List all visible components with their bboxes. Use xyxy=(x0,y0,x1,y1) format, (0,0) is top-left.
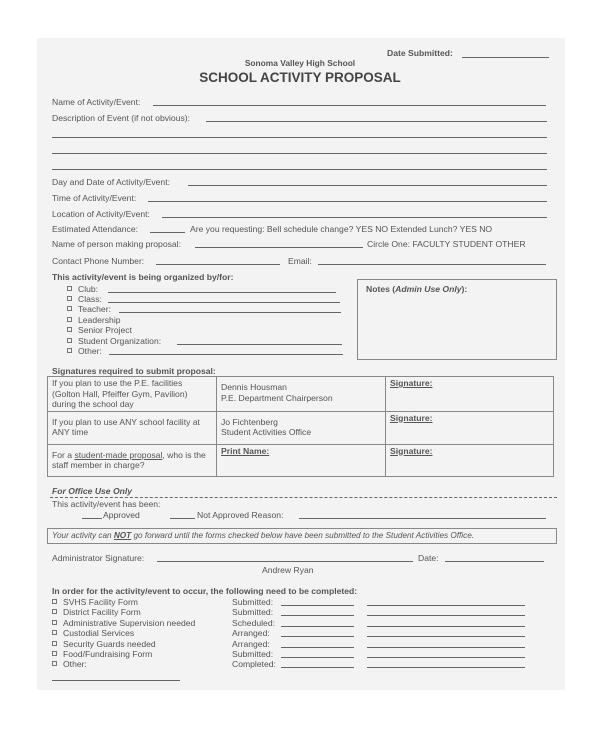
option-label: Class: xyxy=(78,294,102,304)
status-notes-field[interactable] xyxy=(367,667,525,668)
email-field[interactable] xyxy=(318,264,546,265)
admin-signature-label: Administrator Signature: xyxy=(52,553,145,563)
table-row xyxy=(48,377,554,412)
office-use-heading: For Office Use Only xyxy=(52,486,133,496)
description-line[interactable] xyxy=(52,137,547,138)
notes-box[interactable] xyxy=(357,279,557,360)
checkbox[interactable] xyxy=(67,306,72,311)
location-label: Location of Activity/Event: xyxy=(52,209,150,219)
requirement-label: SVHS Facility Form xyxy=(63,597,138,607)
page-title: SCHOOL ACTIVITY PROPOSAL xyxy=(199,70,401,85)
signatures-table xyxy=(47,376,554,477)
checkbox[interactable] xyxy=(67,327,72,332)
checkbox[interactable] xyxy=(52,651,57,656)
attendance-field[interactable] xyxy=(150,232,185,233)
day-date-field[interactable] xyxy=(188,185,547,186)
option-label: Student Organization: xyxy=(78,336,162,346)
requirement-label: Food/Fundraising Form xyxy=(63,649,153,659)
description-line[interactable] xyxy=(52,169,547,170)
date-label: Date: xyxy=(418,553,439,563)
notes-label: Notes (Admin Use Only): xyxy=(366,284,468,294)
signature-label: Signature: xyxy=(390,445,433,456)
status-notes-field[interactable] xyxy=(367,647,525,648)
organizer-option-class[interactable] xyxy=(67,294,102,304)
student-org-field[interactable] xyxy=(177,344,342,345)
requirement-item[interactable] xyxy=(52,659,87,669)
circle-one-options[interactable]: Circle One: FACULTY STUDENT OTHER xyxy=(367,239,526,249)
signer-name: Jo Fichtenberg xyxy=(221,416,278,427)
admin-signature-field[interactable] xyxy=(157,561,413,562)
option-label: Teacher: xyxy=(78,304,111,314)
checkbox[interactable] xyxy=(52,599,57,604)
proposer-field[interactable] xyxy=(195,247,363,248)
requirement-item[interactable] xyxy=(52,639,156,649)
organized-heading: This activity/event is being organized by/for: xyxy=(52,272,234,282)
club-field[interactable] xyxy=(108,292,336,293)
option-label: Leadership xyxy=(78,315,121,325)
checkbox[interactable] xyxy=(52,641,57,646)
signature-cell[interactable] xyxy=(386,444,554,476)
requirement-item[interactable] xyxy=(52,618,195,628)
phone-label: Contact Phone Number: xyxy=(52,256,145,266)
requesting-options[interactable]: Are you requesting: Bell schedule change? YES NO Extended Lunch? YES NO xyxy=(190,224,493,234)
signature-cell[interactable] xyxy=(386,411,554,444)
print-name-label: Print Name: xyxy=(221,445,270,456)
option-label: Club: xyxy=(78,284,99,294)
checkbox[interactable] xyxy=(67,296,72,301)
requirement-label: Administrative Supervision needed xyxy=(63,617,196,628)
proposer-label: Name of person making proposal: xyxy=(52,239,181,249)
requirement-item[interactable] xyxy=(52,597,138,607)
location-field[interactable] xyxy=(162,217,547,218)
requirement-label: Custodial Services xyxy=(63,628,135,639)
condition-cell: For a student-made proposal, who is the staff member in charge? xyxy=(48,444,217,476)
approved-blank[interactable] xyxy=(82,518,102,519)
description-field[interactable] xyxy=(206,121,547,122)
signer-name: Dennis Housman xyxy=(221,382,287,392)
condition-cell: If you plan to use ANY school facility at ANY time xyxy=(48,411,217,444)
requirement-label: District Facility Form xyxy=(63,607,141,618)
requirement-item[interactable] xyxy=(52,628,134,638)
has-been-label: This activity/event has been: xyxy=(52,499,161,509)
option-label: Senior Project xyxy=(78,325,132,335)
status-notes-field[interactable] xyxy=(367,636,525,637)
email-label: Email: xyxy=(288,256,312,266)
requirement-item[interactable] xyxy=(52,607,141,617)
table-row xyxy=(48,444,554,476)
checkbox[interactable] xyxy=(67,338,72,343)
attendance-label: Estimated Attendance: xyxy=(52,224,138,234)
signature-cell[interactable] xyxy=(386,377,554,412)
status-notes-field[interactable] xyxy=(367,615,525,616)
signer-cell xyxy=(217,377,386,412)
description-label: Description of Event (if not obvious): xyxy=(52,113,191,123)
requirement-item[interactable] xyxy=(52,649,152,659)
date-submitted-label: Date Submitted: xyxy=(387,48,453,58)
requirements-heading: In order for the activity/event to occur, the following need to be completed: xyxy=(52,586,358,596)
requirement-status: Submitted: xyxy=(232,597,274,607)
not-approved-blank[interactable] xyxy=(170,518,195,519)
organizer-option-other[interactable] xyxy=(67,346,102,356)
status-date-field[interactable] xyxy=(281,605,354,606)
other-requirement-field[interactable] xyxy=(52,680,180,681)
activity-name-field[interactable] xyxy=(153,105,546,106)
condition-cell: If you plan to use the P.E. facilities (Golton Hall, Pfeiffer Gym, Pavilion) during the school day xyxy=(48,377,217,412)
status-date-field[interactable] xyxy=(281,626,354,627)
signer-role: P.E. Department Chairperson xyxy=(221,392,333,403)
other-field[interactable] xyxy=(109,354,343,355)
time-field[interactable] xyxy=(148,201,547,202)
requirement-label: Security Guards needed xyxy=(63,638,156,649)
option-label: Other: xyxy=(78,346,102,356)
status-notes-field[interactable] xyxy=(367,605,525,606)
requirement-status: Completed: xyxy=(232,659,276,670)
organizer-option-leadership[interactable] xyxy=(67,315,121,325)
table-row xyxy=(48,411,554,444)
requirement-label: Other: xyxy=(63,659,87,670)
organizer-option-student-org[interactable] xyxy=(67,336,161,346)
activity-name-label: Name of Activity/Event: xyxy=(52,97,141,107)
checkbox[interactable] xyxy=(67,317,72,322)
organizer-option-teacher[interactable] xyxy=(67,304,111,314)
requirement-status: Arranged: xyxy=(232,638,270,649)
school-name: Sonoma Valley High School xyxy=(244,58,356,68)
checkbox[interactable] xyxy=(67,286,72,291)
status-date-field[interactable] xyxy=(281,615,354,616)
checkbox[interactable] xyxy=(52,620,57,625)
time-label: Time of Activity/Event: xyxy=(52,193,137,203)
date-field[interactable] xyxy=(445,561,544,562)
checkbox[interactable] xyxy=(52,661,57,666)
signatures-heading: Signatures required to submit proposal: xyxy=(52,366,216,376)
checkbox[interactable] xyxy=(52,630,57,635)
approved-label: Approved xyxy=(103,510,140,520)
reason-field[interactable] xyxy=(299,518,546,519)
phone-field[interactable] xyxy=(156,264,280,265)
day-date-label: Day and Date of Activity/Event: xyxy=(52,177,170,187)
signer-role: Student Activities Office xyxy=(221,427,312,437)
status-date-field[interactable] xyxy=(281,647,354,648)
requirement-status: Submitted: xyxy=(232,649,274,659)
class-field[interactable] xyxy=(108,302,340,303)
not-approved-label: Not Approved Reason: xyxy=(197,510,284,520)
requirement-status: Submitted: xyxy=(232,607,274,618)
status-date-field[interactable] xyxy=(281,636,354,637)
organizer-option-senior-project[interactable] xyxy=(67,325,132,335)
organizer-option-club[interactable] xyxy=(67,284,98,294)
status-notes-field[interactable] xyxy=(367,626,525,627)
notice-text: Your activity can NOT go forward until the forms checked below have been submitted to the Student Activities Office. xyxy=(52,531,475,540)
status-date-field[interactable] xyxy=(281,657,354,658)
status-date-field[interactable] xyxy=(281,667,354,668)
description-line[interactable] xyxy=(52,153,547,154)
signer-cell xyxy=(217,411,386,444)
print-name-cell[interactable] xyxy=(217,444,386,476)
requirement-status: Scheduled: xyxy=(232,617,276,628)
checkbox[interactable] xyxy=(52,609,57,614)
admin-name: Andrew Ryan xyxy=(262,565,314,575)
notice-box xyxy=(47,528,557,544)
signature-label: Signature: xyxy=(390,412,433,423)
signature-label: Signature: xyxy=(390,378,433,388)
teacher-field[interactable] xyxy=(119,312,341,313)
office-divider xyxy=(50,497,557,498)
checkbox[interactable] xyxy=(67,348,72,353)
requirement-status: Arranged: xyxy=(232,628,270,639)
status-notes-field[interactable] xyxy=(367,657,525,658)
